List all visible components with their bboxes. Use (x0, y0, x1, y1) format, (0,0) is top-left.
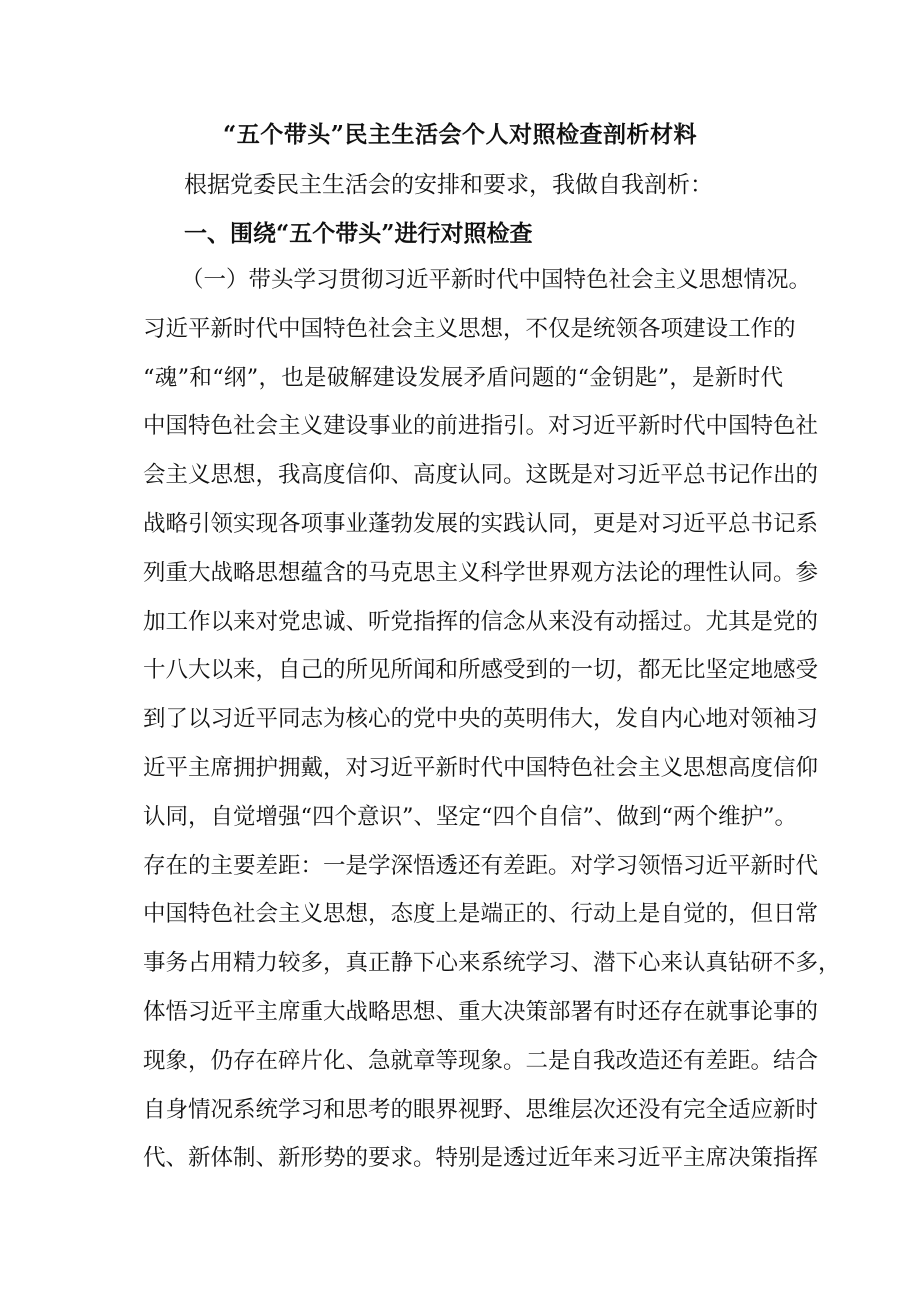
body-line: 中国特色社会主义建设事业的前进指引。对习近平新时代中国特色社 (143, 413, 819, 440)
body-line: 存在的主要差距：一是学深悟透还有差距。对学习领悟习近平新时代 (143, 852, 819, 879)
intro-paragraph: 根据党委民主生活会的安排和要求，我做自我剖析： (184, 172, 713, 198)
body-line: “魂”和“纲”，也是破解建设发展矛盾问题的“金钥匙”，是新时代 (143, 364, 783, 391)
body-line: 认同，自觉增强“四个意识”、坚定“四个自信”、做到“两个维护”。 (143, 803, 798, 830)
body-line: （一）带头学习贯彻习近平新时代中国特色社会主义思想情况。 (181, 267, 812, 293)
body-line: 到了以习近平同志为核心的党中央的英明伟大，发自内心地对领袖习 (143, 706, 819, 733)
body-paragraph (143, 263, 841, 1190)
body-line: 体悟习近平主席重大战略思想、重大决策部署有时还存在就事论事的 (143, 998, 819, 1025)
body-line: 事务占用精力较多，真正静下心来系统学习、潜下心来认真钻研不多， (143, 950, 841, 977)
section-heading: 一、围绕“五个带头”进行对照检查 (184, 220, 533, 247)
body-line: 十八大以来，自己的所见所闻和所感受到的一切，都无比坚定地感受 (143, 657, 819, 684)
body-line: 习近平新时代中国特色社会主义思想，不仅是统领各项建设工作的 (143, 315, 796, 342)
body-line: 现象，仍存在碎片化、急就章等现象。二是自我改造还有差距。结合 (143, 1047, 819, 1074)
body-line: 代、新体制、新形势的要求。特别是透过近年来习近平主席决策指挥 (143, 1145, 819, 1172)
body-line: 加工作以来对党忠诚、听党指挥的信念从来没有动摇过。尤其是党的 (143, 608, 819, 635)
body-line: 近平主席拥护拥戴，对习近平新时代中国特色社会主义思想高度信仰 (143, 754, 819, 781)
body-line: 会主义思想，我高度信仰、高度认同。这既是对习近平总书记作出的 (143, 462, 819, 489)
body-line: 战略引领实现各项事业蓬勃发展的实践认同，更是对习近平总书记系 (143, 510, 819, 537)
body-line: 列重大战略思想蕴含的马克思主义科学世界观方法论的理性认同。参 (143, 559, 819, 586)
document-title: “五个带头”民主生活会个人对照检查剖析材料 (223, 121, 697, 148)
body-line: 自身情况系统学习和思考的眼界视野、思维层次还没有完全适应新时 (143, 1096, 819, 1123)
body-line: 中国特色社会主义思想，态度上是端正的、行动上是自觉的，但日常 (143, 901, 819, 928)
